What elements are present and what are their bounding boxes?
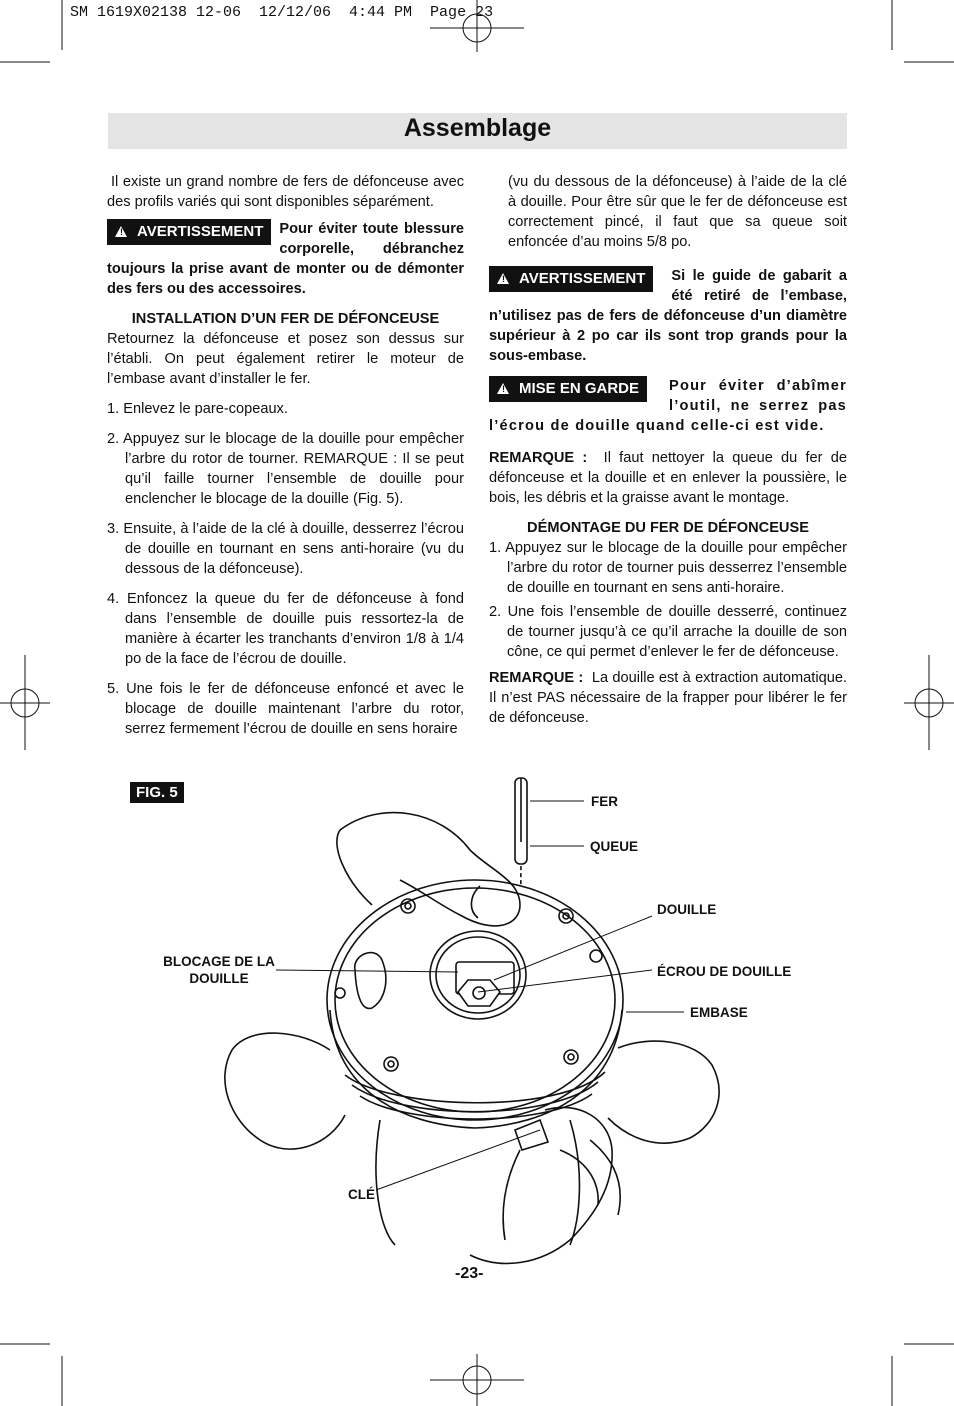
- removal-step-2: 2. Une fois l’ensemble de douille desserré, continuez de tourner jusqu’à ce qu’il arrache la douille de son cône, ce qui permet d’enlever le fer de défonceuse.: [489, 604, 847, 660]
- step-4: 4. Enfoncez la queue du fer de défonceuse à fond dans l’ensemble de douille puis ressortez-la de manière à écarter les tranchants d’environ 1/8 à 1/4 po de la face de l’écrou de douille.: [107, 591, 464, 667]
- print-slug: SM 1619X02138 12-06 12/12/06 4:44 PM Page 23: [70, 4, 494, 21]
- figure-badge: FIG. 5: [130, 782, 184, 803]
- removal-step-1: 1. Appuyez sur le blocage de la douille pour empêcher l’arbre du rotor de tourner puis desserrez l’ensemble de douille en tournant en sens anti-horaire.: [489, 540, 847, 596]
- label-ecrou: ÉCROU DE DOUILLE: [657, 964, 792, 979]
- label-cle: CLÉ: [348, 1187, 375, 1202]
- warning-badge: ! AVERTISSEMENT: [107, 219, 271, 245]
- label-douille: DOUILLE: [657, 902, 717, 917]
- step-1: 1. Enlevez le pare-copeaux.: [107, 401, 288, 417]
- label-queue: QUEUE: [590, 839, 639, 854]
- label-fer: FER: [591, 794, 618, 809]
- caution-text: Pour éviter d’abîmer l’outil, ne serrez pas l’écrou de douille quand celle-ci est vide.: [489, 378, 847, 434]
- label-blocage: BLOCAGE DE LA DOUILLE: [163, 954, 275, 986]
- page-title: Assemblage: [403, 114, 552, 142]
- step-5: 5. Une fois le fer de défonceuse enfoncé et avec le blocage de douille maintenant l’arbre du rotor, serrez fermement l’écrou de douille en sens horaire: [107, 681, 464, 737]
- install-heading: INSTALLATION D’UN FER DE DÉFONCEUSE: [131, 311, 440, 327]
- step-2: 2. Appuyez sur le blocage de la douille pour empêcher l’arbre du rotor de tourner. REMARQUE : Il se peut qu’il faille tourner l’ensemble de douille pour enclencher le blocage de la douille (Fig. 5).: [107, 431, 464, 507]
- step-3: 3. Ensuite, à l’aide de la clé à douille, desserrez l’écrou de douille en tournant en sens anti-horaire (vu du dessous de la défonceuse).: [107, 521, 464, 577]
- removal-heading: DÉMONTAGE DU FER DE DÉFONCEUSE: [527, 520, 809, 536]
- warning-text: Pour éviter toute blessure corporelle, débranchez toujours la prise avant de monter ou de démonter des fers ou des accessoires.: [107, 221, 464, 297]
- continued-step: (vu du dessous de la défonceuse) à l’aide de la clé à douille. Pour être sûr que le fer de défonceuse est correctement pincé, il faut que sa queue soit enfoncée d’au moins 5/8 po.: [508, 174, 847, 250]
- note-1: REMARQUE : Il faut nettoyer la queue du fer de défonceuse et la douille et en enlever la poussière, le bois, les débris et la graisse avant le montage.: [489, 450, 847, 506]
- note-2: REMARQUE : La douille est à extraction automatique. Il n’est PAS nécessaire de la frapper pour libérer le fer de défonceuse.: [489, 670, 848, 726]
- caution-icon: !: [497, 383, 509, 394]
- warning-badge-2: ! AVERTISSEMENT: [489, 266, 653, 292]
- page-number: -23-: [455, 1265, 484, 1282]
- warning-icon: !: [115, 226, 127, 237]
- install-intro: Retournez la défonceuse et posez son dessus sur l’établi. On peut également retirer le moteur de l’embase avant d’installer le fer.: [107, 331, 464, 387]
- intro-paragraph: Il existe un grand nombre de fers de défonceuse avec des profils variés qui sont disponibles séparément.: [107, 174, 464, 210]
- warning-icon-2: !: [497, 273, 509, 284]
- label-embase: EMBASE: [690, 1005, 748, 1020]
- caution-badge: ! MISE EN GARDE: [489, 376, 647, 402]
- warning-text-2: Si le guide de gabarit a été retiré de l’embase, n’utilisez pas de fers de défonceuse d’un diamètre supérieur à 2 po car ils sont trop grands pour la sous-embase.: [489, 268, 847, 364]
